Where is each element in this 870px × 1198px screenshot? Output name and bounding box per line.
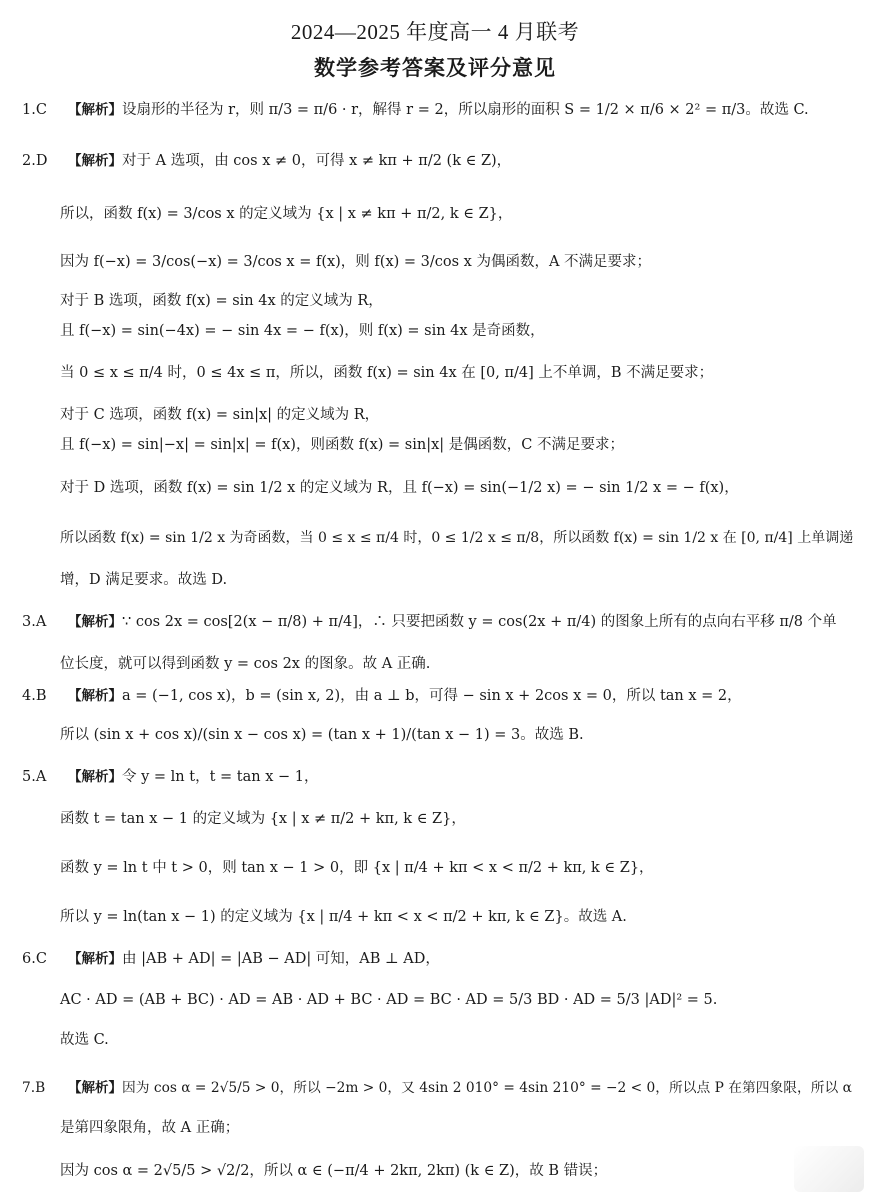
solution-line: 所以 y = ln(tan x − 1) 的定义域为 {x | π/4 + kπ < x < π/2 + kπ, k ∈ Z}。故选 A. [60, 909, 627, 925]
solution-line: 对于 D 选项，函数 f(x) = sin 1/2 x 的定义域为 R，且 f(−x) = sin(−1/2 x) = − sin 1/2 x = − f(x)， [60, 480, 739, 496]
solution-line: 位长度，就可以得到函数 y = cos 2x 的图象。故 A 正确. [60, 656, 431, 672]
answer-text: ∵ cos 2x = cos[2(x − π/8) + π/4]，∴ 只要把函数 y = cos(2x + π/4) 的图象上所有的点向右平移 π/8 个单 [122, 614, 837, 630]
analysis-tag: 【解析】 [68, 769, 122, 785]
answer-7 [22, 1077, 852, 1099]
answer-2 [22, 150, 511, 172]
solution-line: 函数 y = ln t 中 t > 0，则 tan x − 1 > 0，即 {x | π/4 + kπ < x < π/2 + kπ, k ∈ Z}， [60, 860, 654, 876]
solution-line: 且 f(−x) = sin(−4x) = − sin 4x = − f(x)，则 f(x) = sin 4x 是奇函数， [60, 323, 545, 339]
solution-line: 函数 t = tan x − 1 的定义域为 {x | x ≠ π/2 + kπ, k ∈ Z}， [60, 811, 466, 827]
question-number: 1.C [22, 102, 47, 118]
solution-line: AC · AD = (AB + BC) · AD = AB · AD + BC · AD = BC · AD = 5/3 BD · AD = 5/3 |AD|² = 5. [60, 992, 718, 1008]
answer-6 [22, 948, 440, 970]
answer-text: 对于 A 选项，由 cos x ≠ 0，可得 x ≠ kπ + π/2 (k ∈ Z)， [122, 153, 512, 169]
solution-line: 且 f(−x) = sin|−x| = sin|x| = f(x)，则函数 f(x) = sin|x| 是偶函数，C 不满足要求； [60, 437, 624, 453]
solution-line: 增，D 满足要求。故选 D. [60, 572, 228, 588]
solution-line: 所以函数 f(x) = sin 1/2 x 为奇函数，当 0 ≤ x ≤ π/4 时，0 ≤ 1/2 x ≤ π/8，所以函数 f(x) = sin 1/2 x 在 [0, π/4] 上单调递 [60, 530, 854, 546]
analysis-tag: 【解析】 [68, 688, 122, 704]
solution-line: 当 0 ≤ x ≤ π/4 时，0 ≤ 4x ≤ π，所以，函数 f(x) = sin 4x 在 [0, π/4] 上不单调，B 不满足要求； [60, 365, 714, 381]
answer-4 [22, 685, 742, 707]
analysis-tag: 【解析】 [68, 102, 122, 118]
question-number: 3.A [22, 614, 47, 630]
page-subtitle: 数学参考答案及评分意见 [314, 56, 556, 80]
answer-text: a = (−1, cos x)，b = (sin x, 2)，由 a ⊥ b，可得 − sin x + 2cos x = 0，所以 tan x = 2， [122, 688, 742, 704]
analysis-tag: 【解析】 [68, 153, 122, 169]
solution-line: 对于 C 选项，函数 f(x) = sin|x| 的定义域为 R， [60, 407, 380, 423]
answer-3 [22, 611, 837, 633]
solution-line: 所以，函数 f(x) = 3/cos x 的定义域为 {x | x ≠ kπ + π/2, k ∈ Z}， [60, 206, 513, 222]
solution-line: 所以 (sin x + cos x)/(sin x − cos x) = (tan x + 1)/(tan x − 1) = 3。故选 B. [60, 727, 584, 743]
question-number: 4.B [22, 688, 47, 704]
solution-line: 因为 f(−x) = 3/cos(−x) = 3/cos x = f(x)，则 f(x) = 3/cos x 为偶函数，A 不满足要求； [60, 254, 652, 270]
answer-text: 由 |AB + AD| = |AB − AD| 可知，AB ⊥ AD， [122, 951, 440, 967]
answer-text: 令 y = ln t，t = tan x − 1， [122, 769, 319, 785]
question-number: 2.D [22, 153, 48, 169]
analysis-tag: 【解析】 [68, 1080, 122, 1096]
analysis-tag: 【解析】 [68, 614, 122, 630]
question-number: 5.A [22, 769, 47, 785]
question-number: 6.C [22, 951, 47, 967]
answer-text: 因为 cos α = 2√5/5 > 0，所以 −2m > 0，又 4sin 2 010° = 4sin 210° = −2 < 0，所以点 P 在第四象限，所以 α [122, 1080, 852, 1096]
question-number: 7.B [22, 1080, 46, 1096]
answer-text: 设扇形的半径为 r，则 π/3 = π/6 · r，解得 r = 2，所以扇形的面积 S = 1/2 × π/6 × 2² = π/3。故选 C. [122, 102, 809, 118]
solution-line: 对于 B 选项，函数 f(x) = sin 4x 的定义域为 R， [60, 293, 383, 309]
page-corner-shade [794, 1146, 864, 1192]
solution-line: 是第四象限角，故 A 正确； [60, 1120, 240, 1136]
answer-1 [22, 99, 809, 121]
answer-5 [22, 766, 318, 788]
solution-line: 因为 cos α = 2√5/5 > √2/2，所以 α ∈ (−π/4 + 2kπ, 2kπ) (k ∈ Z)，故 B 错误； [60, 1163, 608, 1179]
solution-line: 故选 C. [60, 1032, 109, 1048]
page-title: 2024—2025 年度高一 4 月联考 [290, 20, 580, 44]
analysis-tag: 【解析】 [68, 951, 122, 967]
